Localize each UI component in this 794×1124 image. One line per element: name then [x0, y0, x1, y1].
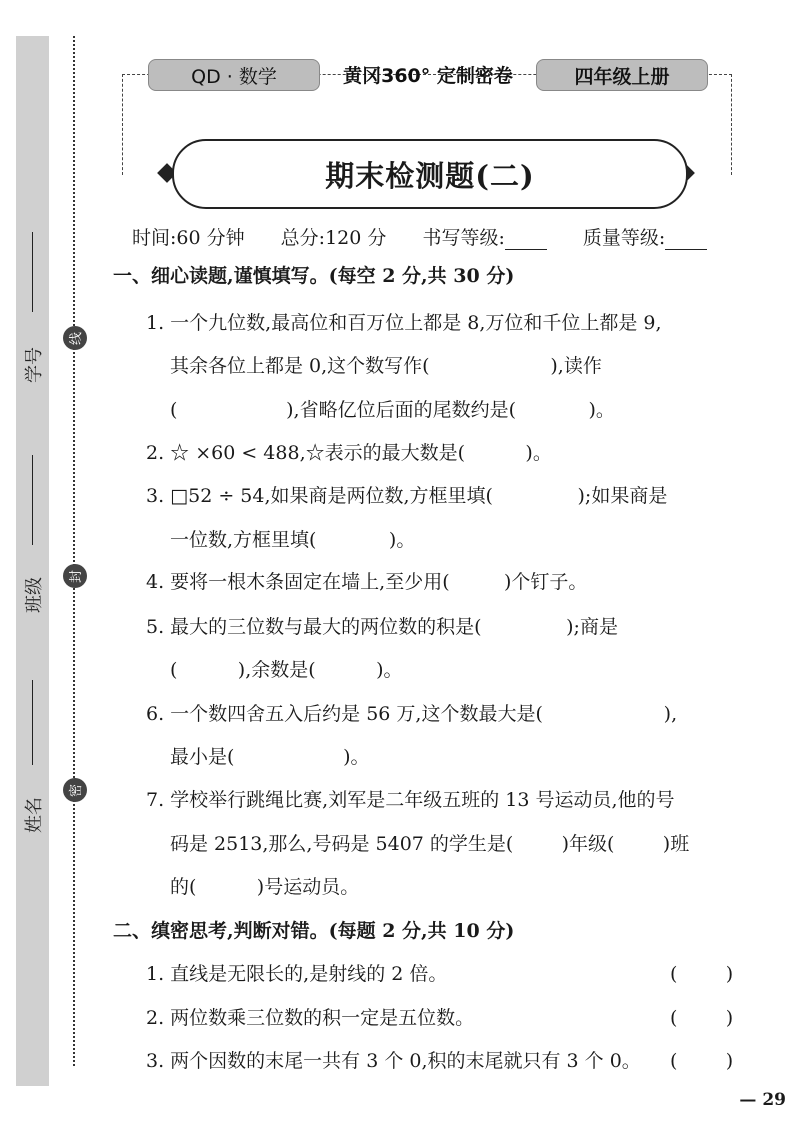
question-line: ( ),省略亿位后面的尾数约是( )。 — [170, 399, 615, 421]
section1-heading: 一、细心读题,谨慎填写。(每空 2 分,共 30 分) — [113, 265, 515, 287]
class-label: 班级 — [23, 577, 45, 613]
page-number: — 29 — [739, 1090, 786, 1110]
seal-line-mark: 线 — [63, 326, 87, 350]
answer-paren: ( ) — [670, 1050, 734, 1072]
question-line: 3. □52 ÷ 54,如果商是两位数,方框里填( );如果商是 — [146, 485, 668, 507]
student-id-blank — [32, 232, 33, 312]
seal-seal-mark: 封 — [63, 564, 87, 588]
question-line: 一位数,方框里填( )。 — [170, 529, 416, 551]
section2-heading: 二、缜密思考,判断对错。(每题 2 分,共 10 分) — [113, 920, 515, 942]
grade-tag: 四年级上册 — [536, 59, 708, 91]
question-line: 最小是( )。 — [170, 746, 370, 768]
question-line: 码是 2513,那么,号码是 5407 的学生是( )年级( )班 — [170, 833, 690, 855]
total-score: 总分:120 分 — [280, 227, 387, 249]
judge-item: 1. 直线是无限长的,是射线的 2 倍。 — [146, 963, 448, 985]
question-line: 4. 要将一根木条固定在墙上,至少用( )个钉子。 — [146, 571, 588, 593]
question-line: 6. 一个数四舍五入后约是 56 万,这个数最大是( ), — [146, 703, 678, 725]
exam-info — [132, 223, 737, 250]
question-line: 其余各位上都是 0,这个数写作( ),读作 — [170, 355, 602, 377]
name-blank — [32, 680, 33, 765]
judge-item: 2. 两位数乘三位数的积一定是五位数。 — [146, 1007, 475, 1029]
subject-tag: QD · 数学 — [148, 59, 320, 91]
quality-grade: 质量等级: — [583, 223, 707, 250]
question-line: 7. 学校举行跳绳比赛,刘军是二年级五班的 13 号运动员,他的号 — [146, 789, 675, 811]
student-id-label: 学号 — [23, 347, 45, 383]
judge-item: 3. 两个因数的末尾一共有 3 个 0,积的末尾就只有 3 个 0。 — [146, 1050, 641, 1072]
exam-title: 期末检测题(二) — [172, 139, 688, 209]
writing-grade: 书写等级: — [422, 223, 546, 250]
cut-line — [73, 36, 75, 1066]
question-line: 5. 最大的三位数与最大的两位数的积是( );商是 — [146, 616, 618, 638]
question-line: 2. ☆ ×60 < 488,☆表示的最大数是( )。 — [146, 442, 552, 464]
name-label: 姓名 — [23, 797, 45, 833]
question-line: ( ),余数是( )。 — [170, 659, 403, 681]
question-line: 1. 一个九位数,最高位和百万位上都是 8,万位和千位上都是 9, — [146, 312, 662, 334]
question-line: 的( )号运动员。 — [170, 876, 360, 898]
series-name: 黄冈360° 定制密卷 — [343, 65, 513, 87]
answer-paren: ( ) — [670, 1007, 734, 1029]
answer-paren: ( ) — [670, 963, 734, 985]
class-blank — [32, 455, 33, 545]
time-info: 时间:60 分钟 — [132, 227, 245, 249]
seal-secret-mark: 密 — [63, 778, 87, 802]
